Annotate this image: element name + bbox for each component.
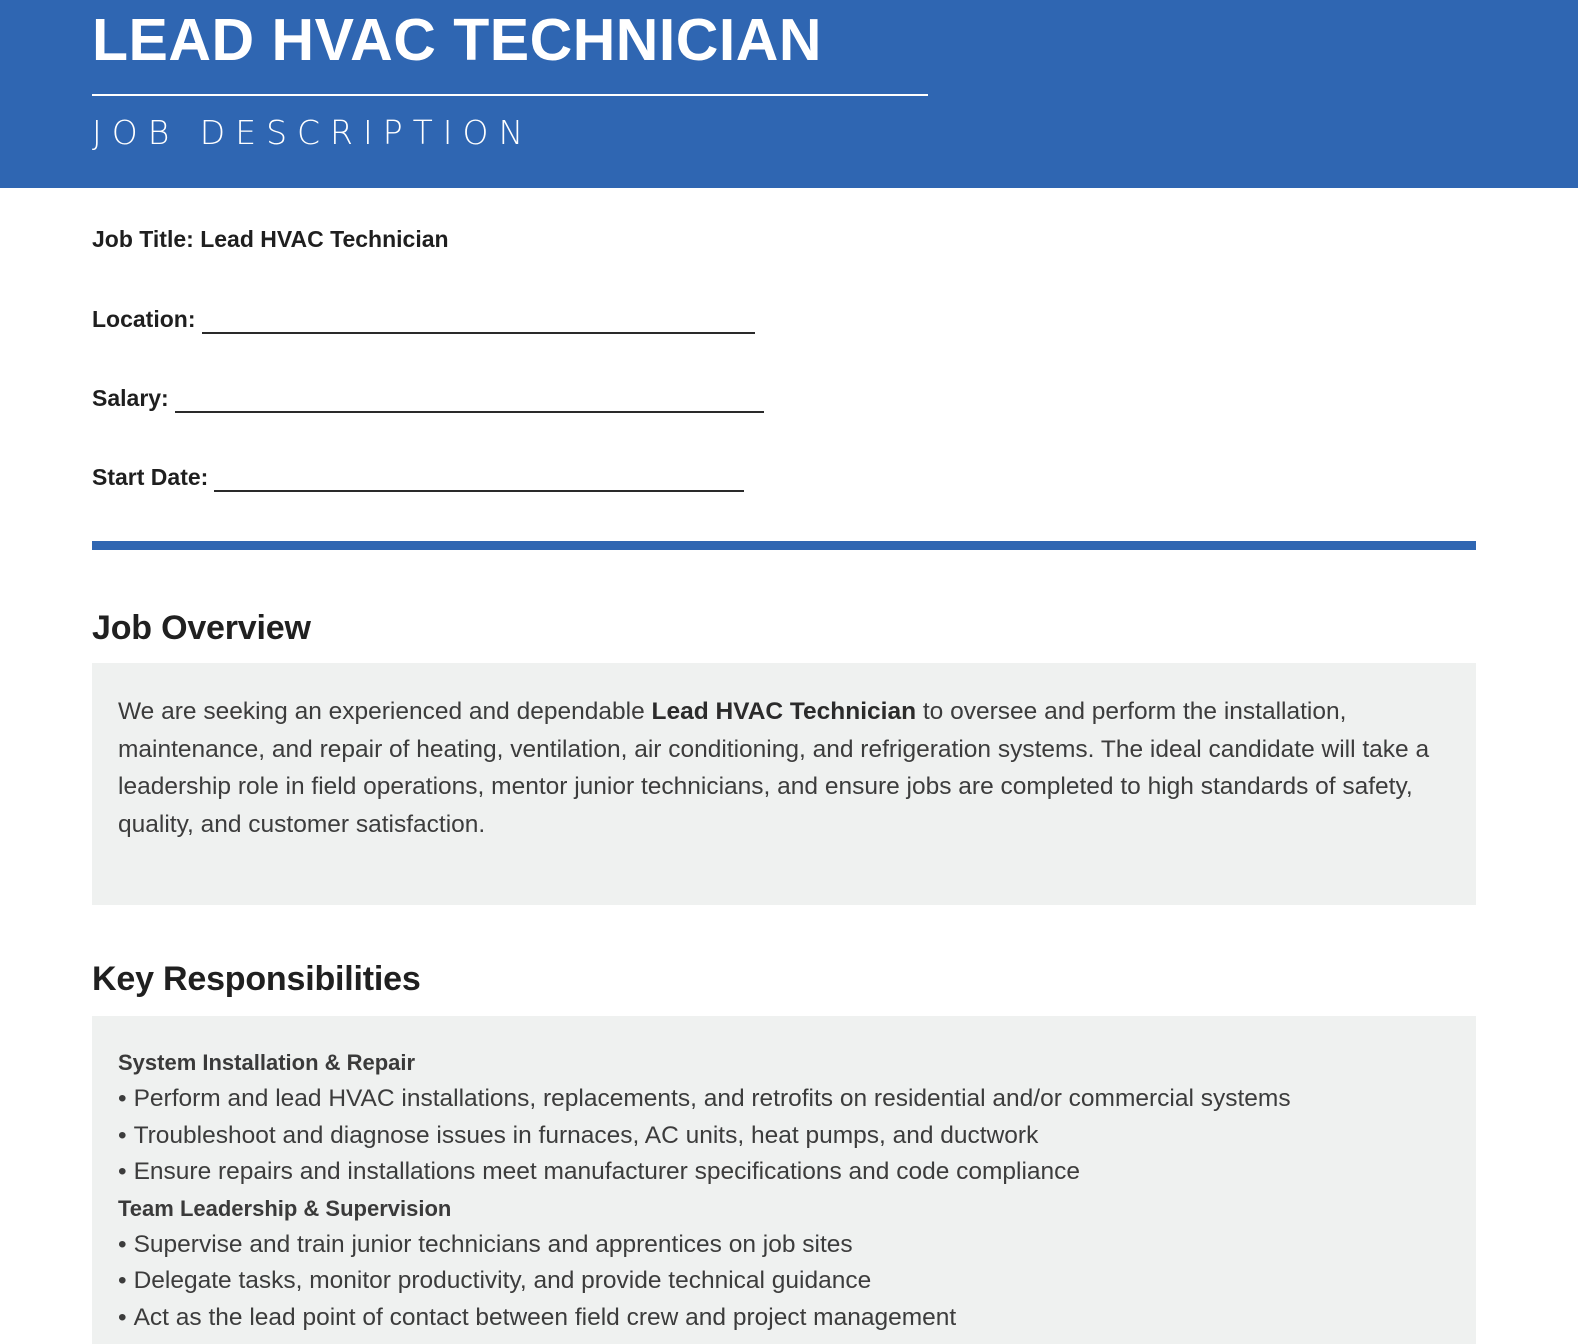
list-item-label: Supervise and train junior technicians and apprentices on job sites — [133, 1230, 853, 1258]
list-item-label: Perform and lead HVAC installations, replacements, and retrofits on residential and/or commercial systems — [133, 1085, 1291, 1112]
responsibility-group-title: System Installation & Repair — [118, 1050, 416, 1075]
list-item-label: Act as the lead point of contact between field crew and project management — [133, 1303, 957, 1331]
job-overview-paragraph — [118, 693, 1440, 843]
bullet-icon: • — [118, 1085, 127, 1112]
list-item — [118, 1263, 1440, 1300]
field-start-date-input-rule[interactable] — [214, 490, 744, 492]
list-item — [118, 1300, 1440, 1337]
field-location-input-rule[interactable] — [202, 332, 755, 334]
bullet-icon: • — [118, 1267, 127, 1294]
section-heading-job-overview: Job Overview — [92, 609, 311, 647]
list-item — [118, 1227, 1440, 1264]
responsibility-group-title: Team Leadership & Supervision — [118, 1195, 452, 1221]
list-item — [118, 1081, 1440, 1118]
responsibility-group — [118, 1045, 1440, 1191]
field-start-date-label: Start Date: — [92, 464, 209, 490]
list-item-label: Ensure repairs and installations meet manufacturer specifications and code compliance — [133, 1158, 1081, 1185]
list-item — [118, 1118, 1440, 1155]
overview-text-lead: We are seeking an experienced and dependable — [118, 698, 652, 725]
bullet-icon: • — [118, 1230, 127, 1258]
title-underline-rule — [92, 94, 928, 96]
field-salary-label: Salary: — [92, 385, 169, 411]
section-divider-bar — [92, 541, 1476, 550]
job-meta-block — [92, 228, 1476, 489]
section-heading-key-responsibilities: Key Responsibilities — [92, 960, 421, 998]
field-location-label: Location: — [92, 306, 196, 332]
job-title-line: Job Title: Lead HVAC Technician — [92, 226, 449, 252]
bullet-icon: • — [118, 1158, 127, 1185]
field-salary[interactable] — [92, 387, 1476, 410]
list-item — [118, 1154, 1440, 1191]
document-header-band — [0, 0, 1578, 188]
field-location[interactable] — [92, 308, 1476, 331]
job-overview-panel — [92, 663, 1476, 905]
field-start-date[interactable] — [92, 466, 1476, 489]
responsibility-group — [118, 1191, 1440, 1337]
list-item-label: Troubleshoot and diagnose issues in furnaces, AC units, heat pumps, and ductwork — [133, 1121, 1039, 1149]
page-title: LEAD HVAC TECHNICIAN — [92, 7, 823, 73]
document-subtitle: JOB DESCRIPTION — [92, 113, 534, 152]
key-responsibilities-panel — [92, 1016, 1476, 1344]
list-item-label: Delegate tasks, monitor productivity, and provide technical guidance — [133, 1267, 872, 1294]
bullet-icon: • — [118, 1121, 127, 1149]
bullet-icon: • — [118, 1303, 127, 1331]
field-salary-input-rule[interactable] — [175, 411, 764, 413]
overview-text-rest: to oversee and perform the installation, maintenance, and repair of heating, ventilation, air conditioning, and refrigeration systems. The ideal candidate will take a leadership role in field operations, mentor junior technicians, and ensure jobs are completed to high standards of safety, quality, and customer satisfaction. — [118, 698, 1430, 838]
overview-text-emphasis: Lead HVAC Technician — [651, 698, 917, 725]
